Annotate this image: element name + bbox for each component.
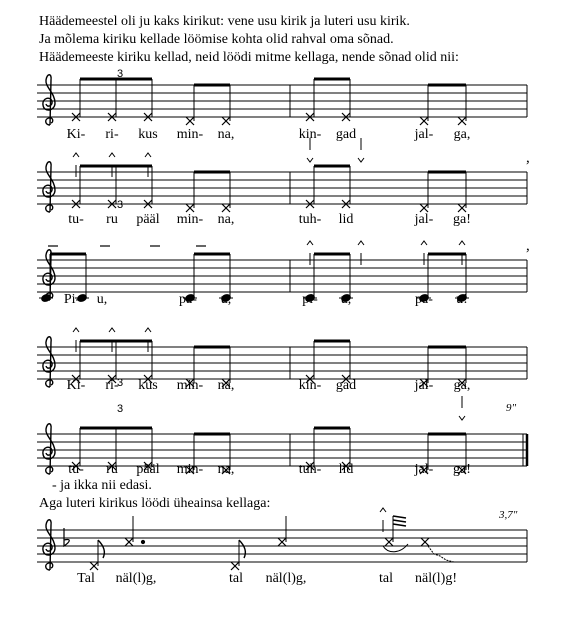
arrow-up-icon [145, 328, 151, 332]
lyric-syllable: min- [176, 127, 204, 142]
flat-sign-icon [64, 528, 69, 546]
duration-label: 9" [506, 402, 517, 414]
lyric-syllable: tuh- [298, 462, 322, 477]
arrow-up-icon [109, 153, 115, 157]
lyric-syllable: u, [220, 292, 232, 307]
arrow-up-icon [380, 508, 386, 512]
duration-label: 3,7" [499, 509, 518, 521]
flag [239, 540, 245, 558]
lyric-syllable: tal [229, 571, 243, 586]
beam [393, 516, 406, 518]
lyric-syllable: tuh- [298, 212, 322, 227]
lyric-syllable: jal- [414, 378, 434, 393]
lyric-syllable: na, [217, 212, 235, 227]
lyric-syllable: tu- [68, 212, 84, 227]
lyric-syllable: na, [217, 462, 235, 477]
breath-mark: , [526, 150, 530, 166]
lyric-syllable: jal- [414, 462, 434, 477]
slur [383, 544, 408, 552]
lyric-syllable: pi- [302, 292, 318, 307]
lyric-syllable: kin- [298, 127, 322, 142]
flag [98, 540, 104, 558]
lyric-syllable: pääl [136, 462, 160, 477]
lyric-syllable: min- [176, 212, 204, 227]
lyric-syllable: Tal [77, 571, 95, 586]
lyric-syllable: min- [176, 462, 204, 477]
arrow-down-icon [459, 416, 465, 420]
lyric-syllable: u, [340, 292, 352, 307]
triplet-mark: 3 [117, 403, 124, 415]
triplet-mark: 3 [117, 199, 124, 211]
lyric-syllable: gad [335, 378, 357, 393]
arrow-up-icon [145, 153, 151, 157]
lyric-syllable: gad [335, 127, 357, 142]
breath-mark: , [526, 238, 530, 254]
arrow-up-icon [421, 241, 427, 245]
intro-line-1: Häädemeestel oli ju kaks kirikut: vene usu kirik ja luteri usu kirik. [39, 14, 410, 29]
lyric-syllable: u! [456, 292, 468, 307]
lyric-syllable: Ki- [66, 378, 86, 393]
lyric-syllable: jal- [414, 212, 434, 227]
lyric-syllable: pa- [179, 292, 197, 307]
triplet-mark: 3 [117, 377, 124, 389]
lyric-syllable: Ki- [66, 127, 86, 142]
lyric-syllable: ri- [105, 378, 119, 393]
lyric-syllable: na, [217, 378, 235, 393]
arrow-up-icon [358, 241, 364, 245]
lyric-syllable: kin- [298, 378, 322, 393]
lyric-syllable: näl(l)g, [265, 571, 307, 586]
arrow-up-icon [109, 328, 115, 332]
luteri-intro-text: Aga luteri kirikus löödi üheainsa kellaga: [39, 496, 271, 511]
dot [141, 540, 144, 543]
lyric-syllable: ru [106, 212, 118, 227]
lyric-syllable: kus [138, 127, 158, 142]
lyric-syllable: lid [338, 212, 354, 227]
lyric-syllable: kus [138, 378, 158, 393]
beam [393, 520, 406, 522]
beam [393, 524, 406, 526]
triplet-mark: 3 [117, 68, 124, 80]
arrow-up-icon [73, 328, 79, 332]
lyric-syllable: tu- [68, 462, 84, 477]
lyric-syllable: ri- [105, 127, 119, 142]
lyric-syllable: lid [338, 462, 354, 477]
lyric-syllable: u, [96, 292, 108, 307]
arrow-down-icon [358, 158, 364, 162]
arrow-up-icon [459, 241, 465, 245]
lyric-syllable: ga! [453, 212, 471, 227]
continuation-text: - ja ikka nii edasi. [52, 478, 152, 493]
lyric-syllable: näl(l)g! [415, 571, 457, 586]
arrow-up-icon [307, 241, 313, 245]
lyric-syllable: ru [106, 462, 118, 477]
lyric-syllable: min- [176, 378, 204, 393]
arrow-down-icon [307, 158, 313, 162]
lyric-syllable: ga, [453, 127, 471, 142]
lyric-syllable: näl(l)g, [115, 571, 157, 586]
lyric-syllable: pa- [415, 292, 433, 307]
intro-line-3: Häädemeeste kiriku kellad, neid löödi mitme kellaga, nende sõnad olid nii: [39, 50, 459, 65]
lyric-syllable: ga! [453, 462, 471, 477]
lyric-syllable: Pi- [63, 292, 81, 307]
lyric-syllable: ga, [453, 378, 471, 393]
intro-line-2: Ja mõlema kiriku kellade löömise kohta olid rahval oma sõnad. [39, 32, 394, 47]
lyric-syllable: na, [217, 127, 235, 142]
lyric-syllable: pääl [136, 212, 160, 227]
lyric-syllable: tal [379, 571, 393, 586]
lyric-syllable: jal- [414, 127, 434, 142]
arrow-up-icon [73, 153, 79, 157]
